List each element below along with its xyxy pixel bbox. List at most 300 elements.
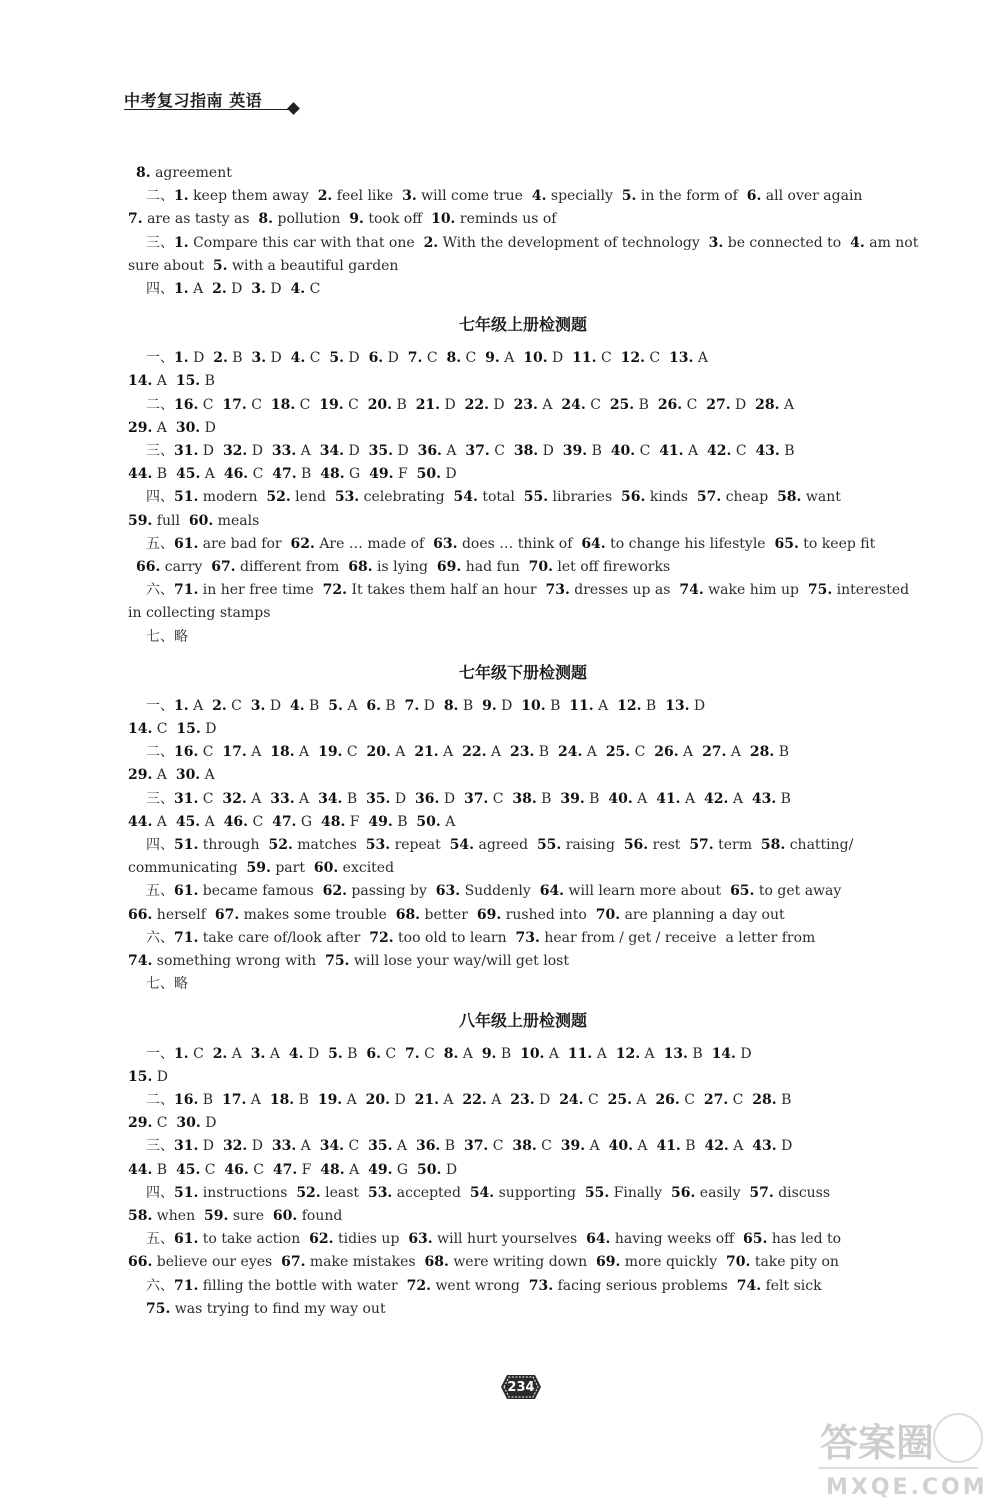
answer-text: A xyxy=(438,744,463,761)
answer-text: A xyxy=(392,1138,416,1155)
question-number: 21. xyxy=(414,1091,439,1108)
question-number: 49. xyxy=(369,466,394,483)
answer-text: D xyxy=(393,443,418,460)
answer-text: 七、略 xyxy=(146,976,188,993)
answer-text: A xyxy=(188,281,213,298)
question-number: 3. xyxy=(250,697,266,714)
question-number: 7. xyxy=(128,211,143,228)
answer-text: C xyxy=(380,1045,406,1062)
page-number: 234 xyxy=(507,1379,535,1395)
answer-line xyxy=(128,417,918,440)
answer-text: A xyxy=(582,744,606,761)
question-number: 75. xyxy=(146,1300,171,1317)
answer-text: C xyxy=(152,721,177,738)
answer-text: A xyxy=(592,1045,616,1062)
answer-text: are planning a day out xyxy=(620,906,785,923)
question-number: 60. xyxy=(313,860,339,877)
question-number: 4. xyxy=(531,188,547,205)
question-number: 29. xyxy=(128,419,153,436)
answer-text: B xyxy=(634,396,658,413)
answer-text: in the form of xyxy=(636,188,747,205)
answer-text: will come true xyxy=(416,188,532,205)
answer-line xyxy=(128,533,918,556)
answer-text: C xyxy=(198,790,223,807)
question-number: 64. xyxy=(586,1231,611,1248)
answer-line xyxy=(128,927,918,950)
answer-text: 一、 xyxy=(146,350,174,367)
answer-line xyxy=(128,811,918,834)
question-number: 22. xyxy=(462,744,487,761)
question-number: 2. xyxy=(423,234,439,251)
answer-text: D xyxy=(266,350,291,367)
question-number: 51. xyxy=(174,837,199,854)
question-number: 59. xyxy=(246,860,271,877)
answer-text: does … think of xyxy=(457,535,582,552)
answer-text: D xyxy=(534,1091,560,1108)
answer-section xyxy=(128,661,918,997)
answer-line xyxy=(128,626,918,649)
question-number: 50. xyxy=(416,466,441,483)
answer-line xyxy=(128,232,918,255)
question-number: 38. xyxy=(512,1138,537,1155)
question-number: 62. xyxy=(309,1231,334,1248)
answer-line xyxy=(128,1043,918,1066)
question-number: 48. xyxy=(320,813,346,830)
question-number: 2. xyxy=(212,281,227,298)
answer-line xyxy=(128,1205,918,1228)
question-number: 72. xyxy=(322,582,348,599)
question-number: 63. xyxy=(435,883,461,900)
question-number: 28. xyxy=(749,744,775,761)
question-number: 20. xyxy=(366,744,391,761)
answer-text: C xyxy=(635,443,660,460)
question-number: 72. xyxy=(406,1277,431,1294)
answer-line xyxy=(128,510,918,533)
answer-text: B xyxy=(774,744,789,761)
answer-text: C xyxy=(536,1138,561,1155)
question-number: 2. xyxy=(212,697,227,714)
answer-line xyxy=(128,602,918,625)
answer-text: B xyxy=(779,443,795,460)
question-number: 7. xyxy=(404,697,420,714)
answer-text: B xyxy=(198,1091,222,1108)
answer-text: communicating xyxy=(128,860,247,877)
answer-text: C xyxy=(343,396,368,413)
answer-text: B xyxy=(680,1138,705,1155)
answer-text: A xyxy=(200,767,215,784)
answer-text: A xyxy=(544,1045,568,1062)
question-number: 60. xyxy=(272,1207,298,1224)
answer-text: pollution xyxy=(273,211,350,228)
answer-text: B xyxy=(458,697,483,714)
answer-text: be connected to xyxy=(723,234,851,251)
answer-text: to change his lifestyle xyxy=(605,535,775,552)
question-number: 55. xyxy=(584,1184,610,1201)
answer-text: total xyxy=(477,489,524,506)
answer-text: easily xyxy=(695,1184,750,1201)
question-number: 39. xyxy=(560,790,585,807)
answer-text: 四、 xyxy=(146,281,174,298)
question-number: 6. xyxy=(746,188,762,205)
answer-line xyxy=(128,880,918,903)
answer-text: C xyxy=(248,1161,273,1178)
answer-text: A xyxy=(683,443,708,460)
question-number: 6. xyxy=(366,1045,381,1062)
answer-text: something wrong with xyxy=(152,953,326,970)
answer-text: C xyxy=(679,1091,704,1108)
question-number: 16. xyxy=(174,744,199,761)
question-number: 47. xyxy=(272,1161,298,1178)
question-number: 5. xyxy=(328,1045,343,1062)
answer-text: D xyxy=(303,1045,329,1062)
question-number: 61. xyxy=(174,535,199,552)
question-number: 66. xyxy=(128,906,153,923)
answer-text: D xyxy=(439,790,464,807)
answer-text: sure about xyxy=(128,257,213,274)
answer-text: take pity on xyxy=(750,1254,839,1271)
question-number: 70. xyxy=(595,906,621,923)
question-number: 24. xyxy=(561,396,586,413)
answer-text: more quickly xyxy=(620,1254,727,1271)
question-number: 66. xyxy=(136,559,161,576)
answer-text: A xyxy=(188,697,213,714)
answer-text: A xyxy=(246,1091,270,1108)
question-number: 45. xyxy=(176,466,201,483)
question-number: 30. xyxy=(175,419,201,436)
question-number: 57. xyxy=(749,1184,774,1201)
answer-text: B xyxy=(304,697,329,714)
answer-text: want xyxy=(801,489,841,506)
answer-line xyxy=(128,1182,918,1205)
question-number: 56. xyxy=(671,1184,696,1201)
question-number: 68. xyxy=(348,559,373,576)
answer-text: C xyxy=(489,443,514,460)
answer-text: 一、 xyxy=(146,697,174,714)
question-number: 31. xyxy=(174,443,199,460)
answer-text: all over again xyxy=(761,188,863,205)
answer-text: supporting xyxy=(494,1184,585,1201)
answer-text: A xyxy=(631,1091,656,1108)
question-number: 12. xyxy=(615,1045,641,1062)
answer-text: G xyxy=(392,1161,418,1178)
answer-text: repeat xyxy=(390,837,450,854)
answer-section xyxy=(128,313,918,649)
question-number: 30. xyxy=(175,767,201,784)
question-number: 19. xyxy=(319,396,344,413)
question-number: 52. xyxy=(296,1184,321,1201)
answer-text: wake him up xyxy=(703,582,808,599)
question-number: 33. xyxy=(270,790,295,807)
question-number: 10. xyxy=(523,350,548,367)
answer-line xyxy=(128,1135,918,1158)
answer-text: A xyxy=(265,1045,289,1062)
question-number: 74. xyxy=(128,953,153,970)
answer-text: D xyxy=(200,721,217,738)
question-number: 16. xyxy=(174,396,199,413)
answer-text: D xyxy=(441,1161,458,1178)
answer-text: B xyxy=(200,373,215,390)
question-number: 3. xyxy=(708,234,724,251)
question-number: 40. xyxy=(610,443,636,460)
answer-text: having weeks off xyxy=(610,1231,744,1248)
answer-text: dresses up as xyxy=(569,582,680,599)
answer-text: felt sick xyxy=(761,1277,822,1294)
answer-text: D xyxy=(547,350,573,367)
answer-text: facing serious problems xyxy=(553,1277,737,1294)
question-number: 27. xyxy=(706,396,731,413)
question-number: 4. xyxy=(288,1045,304,1062)
question-number: 29. xyxy=(128,767,153,784)
answer-text: C xyxy=(198,744,223,761)
question-number: 51. xyxy=(174,1184,199,1201)
answer-text: 六、 xyxy=(146,1277,174,1294)
answer-text: D xyxy=(383,350,408,367)
question-number: 42. xyxy=(704,790,729,807)
answer-line xyxy=(128,1112,918,1135)
answer-line xyxy=(128,764,918,787)
answer-text: 三、 xyxy=(146,443,174,460)
question-number: 46. xyxy=(224,1161,249,1178)
question-number: 17. xyxy=(222,744,247,761)
question-number: 20. xyxy=(367,396,393,413)
question-number: 62. xyxy=(290,535,315,552)
answer-text: B xyxy=(587,443,611,460)
question-number: 14. xyxy=(128,721,153,738)
answer-line xyxy=(128,950,918,973)
question-number: 27. xyxy=(702,744,727,761)
answer-text: Suddenly xyxy=(460,883,540,900)
question-number: 1. xyxy=(174,234,189,251)
answer-text: A xyxy=(246,744,271,761)
answer-text: B xyxy=(687,1045,712,1062)
answer-text: B xyxy=(392,813,417,830)
answer-line xyxy=(128,463,918,486)
question-number: 18. xyxy=(269,1091,295,1108)
question-number: 13. xyxy=(665,697,690,714)
answer-text: 五、 xyxy=(146,1231,174,1248)
answer-text: libraries xyxy=(548,489,622,506)
answer-text: different from xyxy=(235,559,349,576)
question-number: 59. xyxy=(204,1207,229,1224)
question-number: 47. xyxy=(272,466,297,483)
question-number: 42. xyxy=(704,1138,729,1155)
answer-text: instructions xyxy=(198,1184,297,1201)
answer-text: specially xyxy=(546,188,622,205)
answer-text: carry xyxy=(160,559,212,576)
answer-text: were writing down xyxy=(448,1254,596,1271)
question-number: 52. xyxy=(266,489,291,506)
answer-line xyxy=(128,718,918,741)
question-number: 28. xyxy=(755,396,780,413)
question-number: 67. xyxy=(281,1254,306,1271)
question-number: 48. xyxy=(320,466,345,483)
question-number: 23. xyxy=(509,744,535,761)
question-number: 18. xyxy=(270,396,296,413)
answer-text: will learn more about xyxy=(564,883,731,900)
question-number: 15. xyxy=(175,373,201,390)
answer-text: F xyxy=(393,466,417,483)
watermark-logo-shape xyxy=(808,1408,988,1504)
answer-text: hear from / get / receive a letter from xyxy=(539,929,816,946)
question-number: 72. xyxy=(369,929,394,946)
answer-text: D xyxy=(440,466,457,483)
question-number: 58. xyxy=(777,489,802,506)
answer-text: A xyxy=(152,767,176,784)
answer-text: least xyxy=(320,1184,368,1201)
answer-text: D xyxy=(730,396,756,413)
question-number: 69. xyxy=(476,906,502,923)
answer-text: D xyxy=(390,790,416,807)
question-number: 4. xyxy=(290,350,306,367)
answer-text: A xyxy=(486,1091,511,1108)
question-number: 40. xyxy=(608,790,633,807)
question-number: 63. xyxy=(408,1231,433,1248)
answer-text: A xyxy=(632,1138,657,1155)
question-number: 60. xyxy=(188,512,214,529)
question-number: 64. xyxy=(581,535,606,552)
question-number: 34. xyxy=(318,790,343,807)
answer-text: B xyxy=(294,1091,318,1108)
question-number: 68. xyxy=(395,906,421,923)
answer-text: D xyxy=(776,1138,793,1155)
question-number: 35. xyxy=(366,790,391,807)
question-number: 2. xyxy=(213,350,228,367)
question-number: 13. xyxy=(663,1045,688,1062)
section-title: 七年级上册检测题 xyxy=(458,315,587,335)
answer-text: B xyxy=(342,790,367,807)
answer-text: A xyxy=(678,744,703,761)
answer-text: 一、 xyxy=(146,1045,174,1062)
answer-text: will hurt yourselves xyxy=(432,1231,587,1248)
answer-text: take care of/look after xyxy=(198,929,370,946)
answer-text: chatting/ xyxy=(785,837,854,854)
answer-line xyxy=(128,695,918,718)
answer-text: has led to xyxy=(767,1231,842,1248)
answer-text: D xyxy=(390,1091,415,1108)
question-number: 10. xyxy=(521,697,546,714)
question-number: 12. xyxy=(617,697,642,714)
answer-text: B xyxy=(545,697,570,714)
question-number: 39. xyxy=(560,1138,586,1155)
question-number: 47. xyxy=(272,813,297,830)
answer-text: D xyxy=(440,396,465,413)
answer-text: A xyxy=(632,790,657,807)
answer-text: D xyxy=(419,697,444,714)
question-number: 56. xyxy=(621,489,646,506)
answer-text: matches xyxy=(292,837,366,854)
answer-text: A xyxy=(728,1138,753,1155)
question-number: 71. xyxy=(174,582,199,599)
answer-text: makes some trouble xyxy=(239,906,396,923)
answer-text: C xyxy=(248,813,273,830)
answer-text: B xyxy=(296,466,321,483)
question-number: 7. xyxy=(405,1045,420,1062)
question-number: 55. xyxy=(536,837,562,854)
answer-text: B xyxy=(496,1045,521,1062)
header-diamond-icon xyxy=(287,102,300,115)
question-number: 34. xyxy=(319,1138,345,1155)
section-title: 七年级下册检测题 xyxy=(458,662,587,682)
answer-text: B xyxy=(776,790,791,807)
question-number: 8. xyxy=(446,350,462,367)
answer-text: took off xyxy=(363,211,432,228)
section-title: 八年级上册检测题 xyxy=(458,1010,587,1030)
question-number: 45. xyxy=(176,1161,201,1178)
answer-text: 三、 xyxy=(146,790,174,807)
question-number: 1. xyxy=(174,697,189,714)
question-number: 58. xyxy=(128,1207,153,1224)
question-number: 74. xyxy=(679,582,704,599)
answer-text: A xyxy=(200,466,224,483)
question-number: 59. xyxy=(128,512,153,529)
question-number: 50. xyxy=(417,1161,442,1178)
answer-text: A xyxy=(537,396,562,413)
question-number: 25. xyxy=(607,1091,632,1108)
answer-text: C xyxy=(188,1045,213,1062)
question-number: 30. xyxy=(176,1115,201,1132)
answer-text: It takes them half an hour xyxy=(347,582,546,599)
answer-text: was trying to find my way out xyxy=(170,1300,386,1317)
answer-line xyxy=(128,857,918,880)
question-number: 4. xyxy=(290,281,306,298)
answer-text: A xyxy=(680,790,705,807)
answer-text: A xyxy=(726,744,750,761)
question-number: 50. xyxy=(416,813,441,830)
question-number: 6. xyxy=(368,350,384,367)
answer-text: C xyxy=(152,1115,177,1132)
answer-text: D xyxy=(265,697,290,714)
answer-text: went wrong xyxy=(431,1277,529,1294)
question-number: 36. xyxy=(415,790,440,807)
answer-line xyxy=(128,486,918,509)
answer-text: make mistakes xyxy=(305,1254,425,1271)
question-number: 61. xyxy=(174,883,199,900)
question-number: 68. xyxy=(424,1254,449,1271)
answer-text: C xyxy=(488,1138,513,1155)
answer-text: had fun xyxy=(461,559,529,576)
answer-text: A xyxy=(342,697,367,714)
question-number: 70. xyxy=(528,559,553,576)
question-number: 2. xyxy=(212,1045,228,1062)
answer-text: C xyxy=(305,350,330,367)
answer-text: C xyxy=(344,1138,369,1155)
header-rule xyxy=(124,109,294,110)
question-number: 17. xyxy=(222,396,247,413)
question-number: 35. xyxy=(368,1138,393,1155)
question-number: 3. xyxy=(251,281,266,298)
answer-line xyxy=(128,834,918,857)
answer-text: rushed into xyxy=(501,906,596,923)
answer-line xyxy=(128,185,918,208)
answer-text: when xyxy=(152,1207,205,1224)
answer-text: discuss xyxy=(773,1184,831,1201)
answer-text: C xyxy=(422,350,447,367)
question-number: 48. xyxy=(320,1161,345,1178)
question-number: 34. xyxy=(319,443,345,460)
answer-text: A xyxy=(344,1161,369,1178)
answer-text: D xyxy=(188,350,214,367)
answer-text: C xyxy=(198,396,223,413)
question-number: 32. xyxy=(222,790,247,807)
question-number: 44. xyxy=(128,1161,153,1178)
question-number: 38. xyxy=(512,790,537,807)
answer-text: part xyxy=(270,860,314,877)
answer-text: meals xyxy=(213,512,260,529)
question-number: 5. xyxy=(328,697,343,714)
question-number: 36. xyxy=(415,1138,441,1155)
question-number: 8. xyxy=(443,697,459,714)
question-number: 1. xyxy=(174,350,189,367)
